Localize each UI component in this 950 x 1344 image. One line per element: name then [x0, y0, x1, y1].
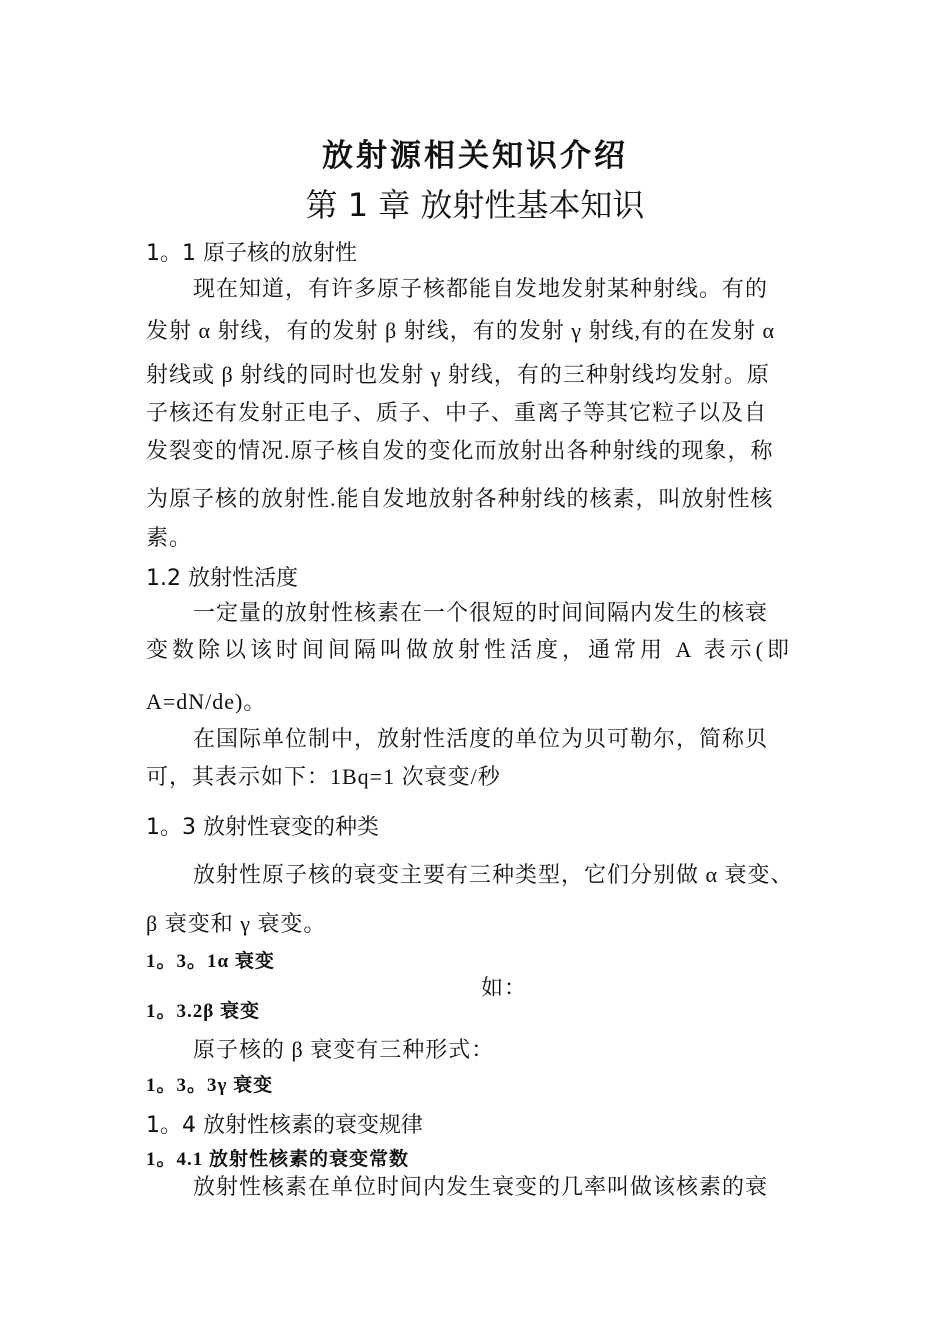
paragraph-line: 素。: [146, 525, 193, 550]
paragraph-line: 现在知道，有许多原子核都能自发地发射某种射线。有的: [193, 276, 769, 301]
paragraph-line: 发射 α 射线，有的发射 β 射线，有的发射 γ 射线,有的在发射 α: [146, 318, 775, 343]
section-heading-1-4: 1。4 放射性核素的衰变规律: [146, 1113, 423, 1138]
paragraph-line: 发裂变的情况.原子核自发的变化而放射出各种射线的现象，称: [146, 438, 774, 463]
paragraph-line: 在国际单位制中，放射性活度的单位为贝可勒尔，简称贝: [193, 726, 769, 751]
paragraph-line: 射线或 β 射线的同时也发射 γ 射线，有的三种射线均发射。原: [146, 362, 770, 387]
document-title: 放射源相关知识介绍: [322, 138, 628, 173]
subsection-heading-alpha-decay: 1。3。1α 衰变: [146, 951, 275, 972]
section-heading-1-3: 1。3 放射性衰变的种类: [146, 815, 379, 840]
paragraph-line: 原子核的 β 衰变有三种形式：: [193, 1037, 495, 1062]
paragraph-line: 放射性核素在单位时间内发生衰变的几率叫做该核素的衰: [193, 1174, 769, 1199]
section-heading-1-2: 1.2 放射性活度: [146, 566, 298, 591]
example-label: 如：: [481, 975, 528, 1000]
paragraph-line: 放射性原子核的衰变主要有三种类型，它们分别做 α 衰变、: [193, 862, 794, 887]
paragraph-line: 子核还有发射正电子、质子、中子、重离子等其它粒子以及自: [146, 400, 768, 425]
paragraph-line: 为原子核的放射性.能自发地放射各种射线的核素，叫放射性核: [146, 486, 774, 511]
subsection-heading-beta-decay: 1。3.2β 衰变: [146, 1001, 261, 1022]
section-heading-1-1: 1。1 原子核的放射性: [146, 241, 357, 266]
paragraph-line: 可，其表示如下：1Bq=1 次衰变/秒: [146, 764, 501, 789]
subsection-heading-gamma-decay: 1。3。3γ 衰变: [146, 1075, 274, 1096]
paragraph-line: 变数除以该时间间隔叫做放射性活度，通常用 A 表示(即: [146, 637, 794, 662]
chapter-title: 第 1 章 放射性基本知识: [305, 186, 645, 224]
subsection-heading-decay-constant: 1。4.1 放射性核素的衰变常数: [146, 1149, 410, 1170]
paragraph-line: 一定量的放射性核素在一个很短的时间间隔内发生的核衰: [193, 600, 769, 625]
paragraph-line: A=dN/de)。: [146, 689, 267, 714]
paragraph-line: β 衰变和 γ 衰变。: [146, 911, 327, 936]
